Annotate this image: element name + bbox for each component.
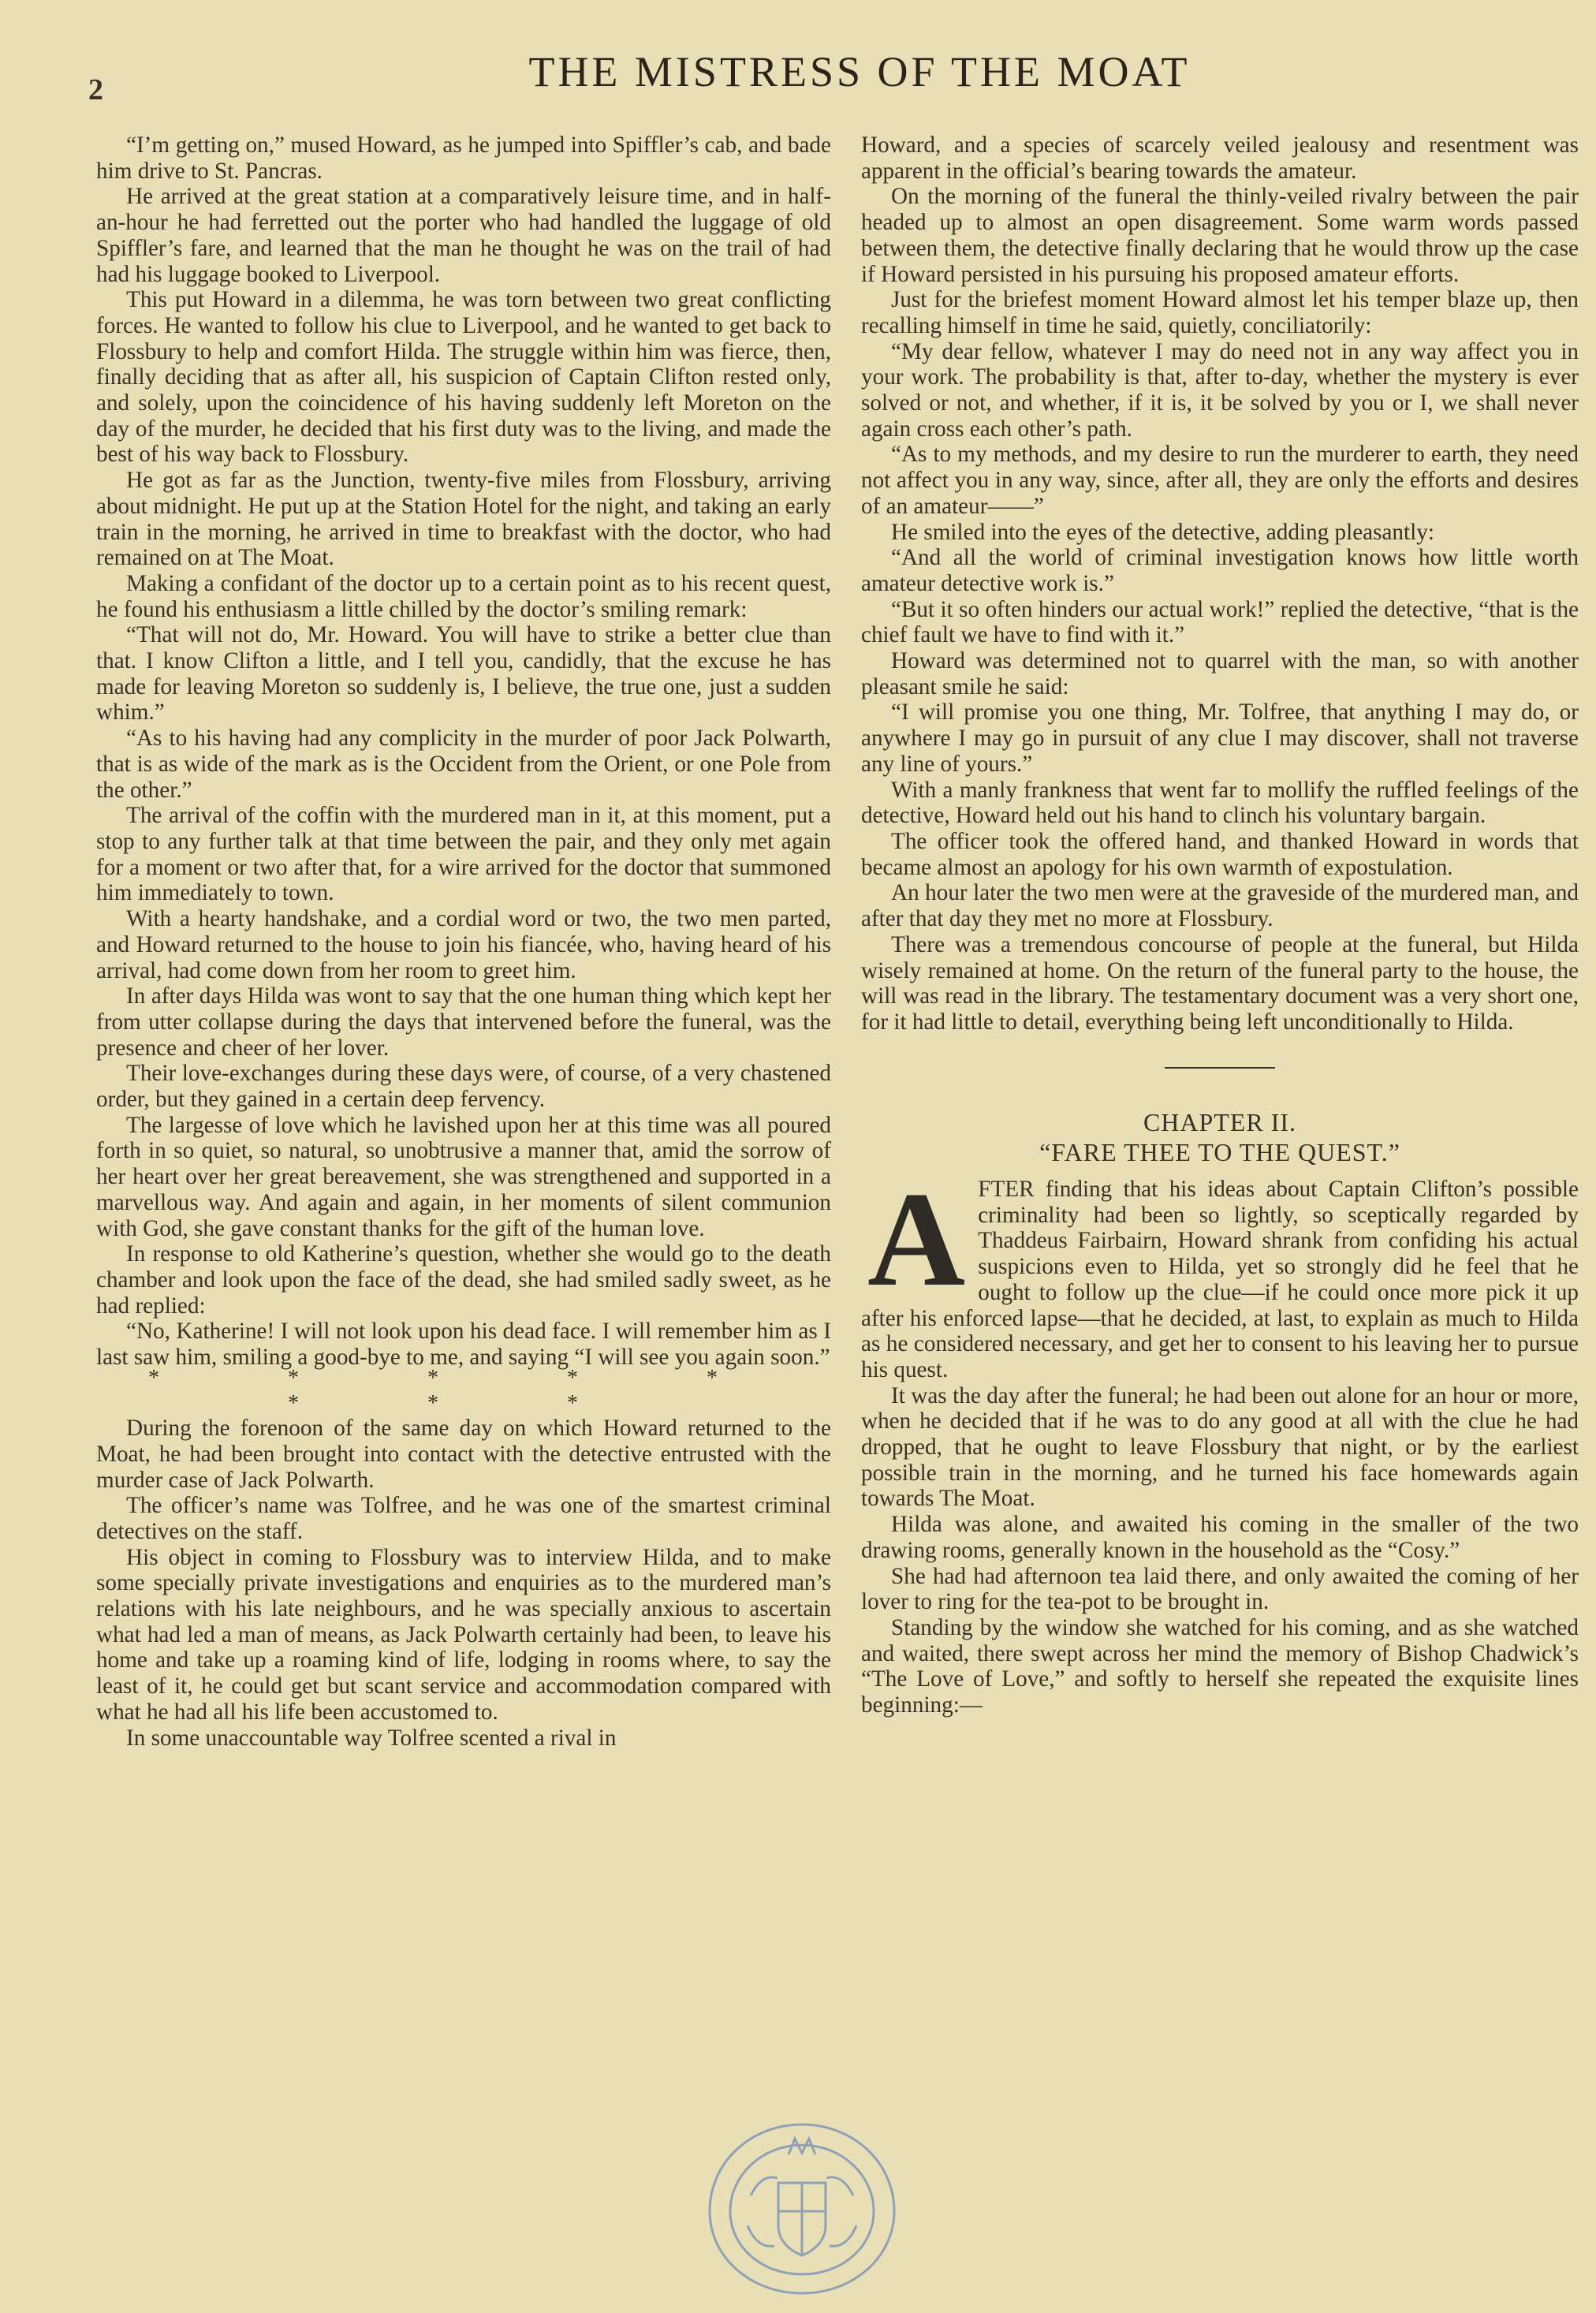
paragraph: Their love-exchanges during these days were, of course, of a very chastened order, but they gained in a certain deep fervency. (96, 1061, 831, 1113)
right-column (861, 132, 1579, 1718)
paragraph: “I will promise you one thing, Mr. Tolfree, that anything I may do, or anywhere I may go in pursuit of any clue I may discover, shall not traverse any line of yours.” (861, 699, 1579, 777)
paragraph: “My dear fellow, whatever I may do need not in any way affect you in your work. The probability is that, after to-day, whether the mystery is ever solved or not, and whether, if it is, it be solved by you or I, we shall never again cross each other’s path. (861, 338, 1579, 442)
paragraph: In some unaccountable way Tolfree scented a rival in (126, 1725, 617, 1751)
paragraph: “That will not do, Mr. Howard. You will have to strike a better clue than that. I know Clifton a little, and I tell you, candidly, that the excuse he has made for leaving Moreton so suddenly is, I believe, the true one, just a sudden whim.” (96, 622, 831, 726)
paragraph: It was the day after the funeral; he had been out alone for an hour or more, when he decided that if he was to do any good at all with the clue he had dropped, that he ought to leave Flossbury that night, or by the earliest possible train in the morning, and he turned his face homewards again towards The Moat. (861, 1382, 1579, 1512)
opening-text: FTER finding that his ideas about Captain Clifton’s possible criminality had been so lightly, so sceptically regarded by Thaddeus Fairbairn, Howard shrank from confiding his actual suspicions even to Hilda, yet so strongly did he feel that he ought to follow up the clue—if he could once more pick it up after his enforced lapse—that he decided, at last, to explain as much to Hilda as he considered necessary, and get her to consent to his leaving her to pursue his quest. (861, 1177, 1579, 1382)
paragraph: With a manly frankness that went far to mollify the ruffled feelings of the detective, Howard held out his hand to clinch his voluntary bargain. (861, 777, 1579, 829)
paragraph: Howard, and a species of scarcely veiled jealousy and resentment was apparent in the official’s bearing towards the amateur. (861, 132, 1579, 184)
paragraph: The officer took the offered hand, and thanked Howard in words that became almost an apology for his own warmth of expostulation. (861, 828, 1579, 880)
chapter-number: CHAPTER II. (1143, 1107, 1297, 1136)
paragraph: He got as far as the Junction, twenty-five miles from Flossbury, arriving about midnight. He put up at the Station Hotel for the night, and taking an early train in the morning, he arrived in time to breakfast with the doctor, who had remained on at The Moat. (96, 468, 831, 571)
paragraph: He smiled into the eyes of the detective, adding pleasantly: (891, 519, 1434, 545)
paragraph: An hour later the two men were at the graveside of the murdered man, and after that day they met no more at Flossbury. (861, 880, 1579, 932)
paragraph: The officer’s name was Tolfree, and he was one of the smartest criminal detectives on the staff. (96, 1493, 831, 1544)
paragraph: His object in coming to Flossbury was to interview Hilda, and to make some specially private investigations and enquiries as to the murdered man’s relations with his late neighbours, and he was specially anxious to ascertain what had led a man of means, as Jack Polwarth certainly had been, to leave his home and take up a roaming kind of life, lodging in rooms where, to say the least of it, he could get but scant service and accommodation compared with what he had all his life been accustomed to. (96, 1544, 831, 1725)
paragraph: There was a tremendous concourse of people at the funeral, but Hilda wisely remained at home. On the return of the funeral party to the house, the will was read in the library. The testamentary document was a very short one, for it had little to detail, everything being left unconditionally to Hilda. (861, 931, 1579, 1035)
page-number: 2 (88, 73, 103, 106)
paragraph: Howard was determined not to quarrel with the man, so with another pleasant smile he said: (861, 648, 1579, 699)
section-rule (1165, 1067, 1275, 1069)
paragraph: The arrival of the coffin with the murdered man in it, at this moment, put a stop to any further talk at that time between the pair, and they only met again for a moment or two after that, for a wire arrived for the doctor that summoned him immediately to town. (96, 803, 831, 906)
paragraph: Hilda was alone, and awaited his coming in the smaller of the two drawing rooms, generally known in the household as the “Cosy.” (861, 1512, 1579, 1563)
drop-cap: A (867, 1165, 966, 1315)
paragraph: During the forenoon of the same day on which Howard returned to the Moat, he had been brought into contact with the detective entrusted with the murder case of Jack Polwarth. (96, 1416, 831, 1493)
paragraph: Making a confidant of the doctor up to a certain point as to his recent quest, he found his enthusiasm a little chilled by the doctor’s smiling remark: (96, 570, 831, 622)
paragraph: “As to his having had any complicity in the murder of poor Jack Polwarth, that is as wide of the mark as is the Occident from the Orient, or one Pole from the other.” (96, 726, 831, 803)
paragraph: She had had afternoon tea laid there, and only awaited the coming of her lover to ring for the tea-pot to be brought in. (861, 1563, 1579, 1615)
paragraph: “And all the world of criminal investigation knows how little worth amateur detective work is.” (861, 545, 1579, 596)
paragraph: “But it so often hinders our actual work!” replied the detective, “that is the chief fault we have to find with it.” (861, 596, 1579, 648)
paragraph: He arrived at the great station at a comparatively leisure time, and in half-an-hour he had ferretted out the porter who had handled the luggage of old Spiffler’s fare, and learned that the man he thought he was on the trail of had had his luggage booked to Liverpool. (96, 184, 831, 287)
paragraph: Just for the briefest moment Howard almost let his temper blaze up, then recalling himself in time he said, quietly, conciliatorily: (861, 287, 1579, 338)
paragraph: The largesse of love which he lavished upon her at this time was all poured forth in so quiet, so natural, so unobtrusive a manner that, amid the sorrow of her heart over her great bereavement, she was strengthened and supported in a marvellous way. And again and again, in her moments of silent communion with God, she gave constant thanks for the gift of the human love. (96, 1112, 831, 1241)
chapter-opening (861, 1165, 1579, 1383)
paragraph: Standing by the window she watched for his coming, and as she watched and waited, there swept across her mind the memory of Bishop Chadwick’s “The Love of Love,” and softly to herself she repeated the exquisite lines beginning:— (861, 1614, 1579, 1718)
chapter-title: “FARE THEE TO THE QUEST.” (1039, 1138, 1400, 1167)
paragraph: “No, Katherine! I will not look upon his dead face. I will remember him as I last saw him, smiling a good-bye to me, and saying “I will see you again soon.” (96, 1319, 831, 1371)
paragraph: On the morning of the funeral the thinly-veiled rivalry between the pair headed up to almost an open disagreement. Some warm words passed between them, the detective finally declaring that he would throw up the case if Howard persisted in his pursuing his proposed amateur efforts. (861, 184, 1579, 287)
running-title: THE MISTRESS OF THE MOAT (528, 48, 1191, 95)
paragraph: With a hearty handshake, and a cordial word or two, the two men parted, and Howard returned to the house to join his fiancée, who, having heard of his arrival, had come down from her room to greet him. (96, 906, 831, 983)
paragraph: In after days Hilda was wont to say that the one human thing which kept her from utter collapse during the days that intervened before the funeral, was the presence and cheer of her lover. (96, 983, 831, 1061)
paragraph: “I’m getting on,” mused Howard, as he jumped into Spiffler’s cab, and bade him drive to St. Pancras. (96, 132, 831, 184)
paragraph: “As to my methods, and my desire to run the murderer to earth, they need not affect you in any way, since, after all, they are only the efforts and desires of an amateur——” (861, 442, 1579, 519)
section-separator: * * * * * * * * (148, 1365, 779, 1416)
paragraph: In response to old Katherine’s question, whether she would go to the death chamber and look upon the face of the dead, she had smiled sadly sweet, as he had replied: (96, 1241, 831, 1319)
paragraph: This put Howard in a dilemma, he was torn between two great conflicting forces. He wanted to follow his clue to Liverpool, and he wanted to get back to Flossbury to help and comfort Hilda. The struggle within him was fierce, then, finally deciding that as after all, his suspicion of Captain Clifton rested only, and solely, upon the coincidence of his having suddenly left Moreton on the day of the murder, he decided that his first duty was to the living, and made the best of his way back to Flossbury. (96, 287, 831, 468)
library-stamp-icon (695, 2107, 908, 2304)
left-column (96, 132, 831, 1751)
